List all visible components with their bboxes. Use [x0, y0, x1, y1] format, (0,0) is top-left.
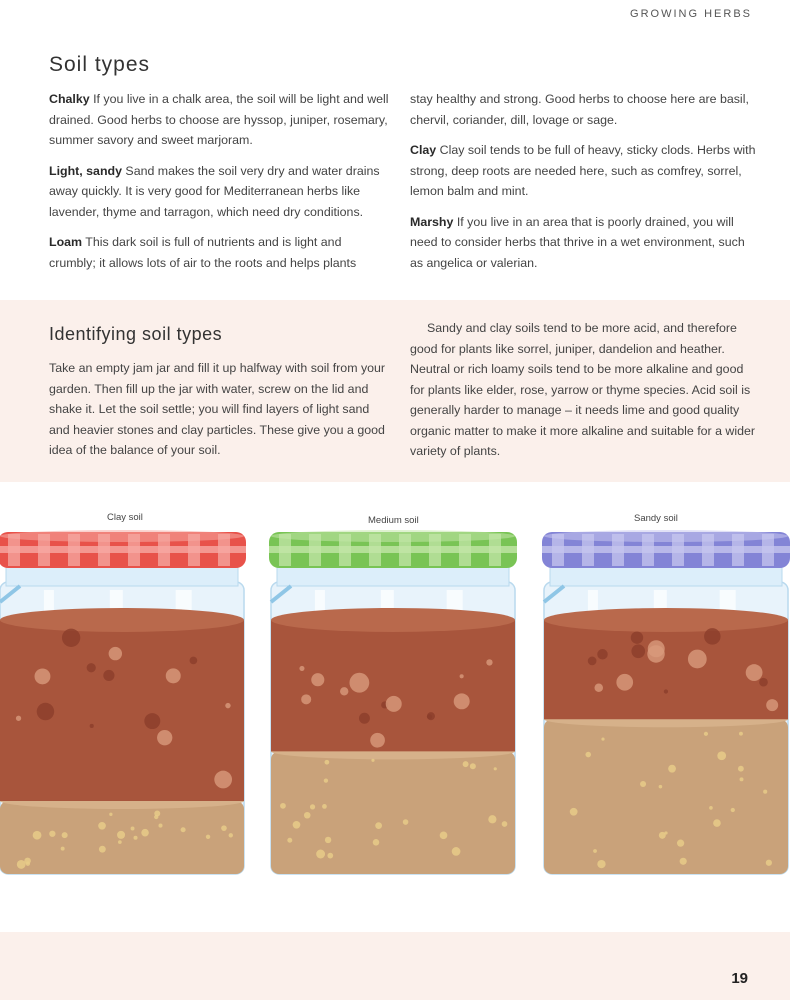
clay-clod	[16, 716, 21, 721]
sand-grain	[62, 832, 68, 838]
clay-clod	[103, 670, 114, 681]
sand-grain	[327, 853, 333, 859]
jar-label-sandy: Sandy soil	[634, 513, 678, 524]
identifying-title: Identifying soil types	[49, 324, 223, 344]
sand-grain	[206, 835, 210, 839]
jar-label-clay: Clay soil	[107, 512, 143, 523]
soil-types-title: Soil types	[49, 53, 151, 76]
sand-grain	[322, 804, 327, 809]
clay-clod	[109, 647, 122, 660]
clay-clod	[37, 703, 54, 720]
soil-jars-illustration	[0, 482, 790, 932]
jar-0	[0, 530, 246, 874]
sand-grain	[463, 761, 469, 767]
text-marshy: If you live in an area that is poorly drained, you will need to consider herbs that thrive in a wet environment, such as angelica or valerian.	[410, 214, 745, 270]
sand-grain	[494, 767, 497, 770]
sand-grain	[664, 831, 667, 834]
term-clay: Clay	[410, 143, 437, 157]
sand-grain	[738, 766, 744, 772]
clay-layer	[271, 620, 515, 751]
clay-clod	[688, 650, 707, 669]
sand-grain	[109, 813, 112, 816]
clay-clod	[62, 629, 80, 647]
clay-clod	[144, 713, 160, 729]
clay-clod	[746, 664, 763, 681]
sand-grain	[440, 832, 448, 840]
sand-grain	[763, 790, 767, 794]
sand-grain	[640, 781, 646, 787]
jars-graphic	[0, 482, 790, 932]
running-header: GROWING HERBS	[630, 8, 752, 20]
sand-grain	[229, 833, 233, 837]
clay-clod	[166, 668, 181, 683]
paragraph-clay	[410, 140, 760, 202]
sand-grain	[221, 825, 227, 831]
clay-clod	[311, 673, 324, 686]
clay-clod	[631, 631, 643, 643]
sand-grain	[141, 829, 149, 837]
soil-types-left-column	[49, 89, 391, 283]
clay-top	[0, 608, 244, 632]
sand-grain	[99, 846, 106, 853]
sand-grain	[601, 737, 604, 740]
paragraph-chalky	[49, 89, 391, 151]
clay-clod	[454, 693, 470, 709]
sand-grain	[324, 760, 329, 765]
sand-grain	[158, 824, 162, 828]
sand-grain	[740, 777, 744, 781]
lid-band	[0, 546, 246, 553]
term-chalky: Chalky	[49, 92, 90, 106]
lid-band	[542, 546, 790, 553]
sand-grain	[766, 860, 772, 866]
sand-grain	[713, 819, 721, 827]
sand-grain	[280, 803, 286, 809]
sand-grain	[731, 808, 735, 812]
lid-top	[0, 530, 244, 542]
sand-grain	[704, 732, 708, 736]
sand-grain	[134, 836, 138, 840]
clay-clod	[157, 730, 172, 745]
clay-clod	[299, 666, 304, 671]
clay-clod	[301, 694, 311, 704]
clay-clod	[427, 712, 435, 720]
sand-grain	[304, 812, 311, 819]
clay-clod	[87, 663, 96, 672]
clay-clod	[631, 644, 645, 658]
sand-grain	[375, 822, 382, 829]
clay-top	[544, 608, 788, 632]
sand-grain	[154, 815, 158, 819]
sand-grain	[131, 827, 135, 831]
clay-clod	[225, 703, 230, 708]
sand-grain	[502, 821, 508, 827]
clay-clod	[460, 674, 464, 678]
sand-grain	[325, 837, 331, 843]
text-chalky: If you live in a chalk area, the soil will be light and well drained. Good herbs to choose are hyssop, juniper, rosemary, summer savory and sweet marjoram.	[49, 92, 389, 147]
sand-grain	[739, 732, 743, 736]
paragraph-marshy	[410, 212, 760, 274]
sand-grain	[593, 849, 597, 853]
clay-clod	[370, 733, 385, 748]
identifying-right-column	[410, 318, 760, 472]
identifying-left-column	[49, 358, 391, 471]
sand-grain	[668, 765, 676, 773]
identifying-right-text: Sandy and clay soils tend to be more acid, and therefore good for plants like sorrel, juniper, dandelion and heather. Neutral or rich loamy soils tend to be more alkaline and good for plants like elder, rose, yarrow or thyme species. Acid soil is generally harder to manage – it needs lime and good quality organic matter to make it more alkaline and suitable for a wider variety of plants.	[410, 321, 756, 458]
clay-clod	[386, 696, 402, 712]
clay-clod	[349, 673, 369, 693]
sand-grain	[717, 751, 726, 760]
sand-grain	[118, 840, 122, 844]
clay-clod	[486, 659, 492, 665]
sand-grain	[287, 838, 292, 843]
clay-clod	[664, 689, 668, 693]
sand-grain	[488, 815, 496, 823]
clay-clod	[190, 657, 198, 665]
sand-grain	[452, 847, 461, 856]
sand-grain	[181, 827, 186, 832]
lid-top	[271, 530, 515, 542]
lid-band	[269, 546, 517, 553]
page-number: 19	[731, 970, 748, 987]
clay-clod	[766, 699, 778, 711]
sand-grain	[570, 808, 578, 816]
soil-types-section	[0, 0, 790, 300]
clay-clod	[214, 771, 232, 789]
sand-grain	[33, 831, 42, 840]
sand-grain	[324, 778, 328, 782]
sand-grain	[26, 861, 30, 865]
sand-grain	[373, 839, 380, 846]
text-clay: Clay soil tends to be full of heavy, sticky clods. Herbs with strong, deep roots are needed here, such as comfrey, sorrel, lemon balm and mint.	[410, 143, 756, 198]
jar-2	[542, 530, 790, 874]
sand-grain	[659, 785, 663, 789]
paragraph-loam	[49, 232, 391, 273]
soil-types-right-column	[410, 89, 760, 283]
sand-grain	[316, 850, 325, 859]
clay-clod	[90, 724, 94, 728]
bottom-band	[0, 932, 790, 1000]
sand-grain	[470, 763, 476, 769]
clay-clod	[759, 678, 768, 687]
jar-1	[269, 530, 517, 874]
text-light-sandy: Sand makes the soil very dry and water drains away quickly. It is very good for Mediterranean herbs like lavender, thyme and tarragon, which need dry conditions.	[49, 163, 380, 219]
sand-grain	[680, 858, 687, 865]
sand-grain	[49, 831, 55, 837]
sand-grain	[709, 806, 713, 810]
identifying-section	[0, 300, 790, 482]
sand-grain	[677, 840, 684, 847]
sand-grain	[117, 831, 125, 839]
clay-clod	[359, 713, 370, 724]
clay-clod	[340, 687, 348, 695]
term-light-sandy: Light, sandy	[49, 163, 122, 178]
clay-clod	[648, 640, 665, 657]
sand-grain	[310, 804, 315, 809]
sand-grain	[403, 819, 409, 825]
term-loam: Loam	[49, 235, 83, 249]
clay-clod	[594, 683, 603, 692]
sand-grain	[17, 860, 26, 869]
sand-layer	[544, 719, 788, 874]
clay-clod	[597, 649, 607, 659]
paragraph-light-sandy	[49, 161, 391, 223]
sand-grain	[293, 821, 301, 829]
clay-clod	[704, 628, 721, 645]
sand-grain	[371, 759, 374, 762]
text-loam: This dark soil is full of nutrients and is light and crumbly; it allows lots of air to the roots and helps plants	[49, 235, 357, 270]
sand-grain	[61, 847, 65, 851]
clay-layer	[0, 620, 244, 801]
identifying-left-text: Take an empty jam jar and fill it up halfway with soil from your garden. Then fill up the jar with water, screw on the lid and shake it. Let the soil settle; you will find layers of light sand and heavier stones and clay particles. These give you a good idea of the balance of your soil.	[49, 361, 386, 457]
paragraph-loam-continued: stay healthy and strong. Good herbs to choose here are basil, chervil, coriander, dill, lovage or sage.	[410, 92, 749, 127]
clay-clod	[588, 657, 597, 666]
clay-top	[271, 608, 515, 632]
jar-label-medium: Medium soil	[368, 515, 419, 526]
lid-top	[544, 530, 788, 542]
clay-clod	[35, 668, 51, 684]
sand-grain	[597, 860, 605, 868]
term-marshy: Marshy	[410, 214, 454, 229]
clay-clod	[616, 674, 633, 691]
sand-grain	[585, 752, 591, 758]
sand-grain	[98, 822, 106, 830]
